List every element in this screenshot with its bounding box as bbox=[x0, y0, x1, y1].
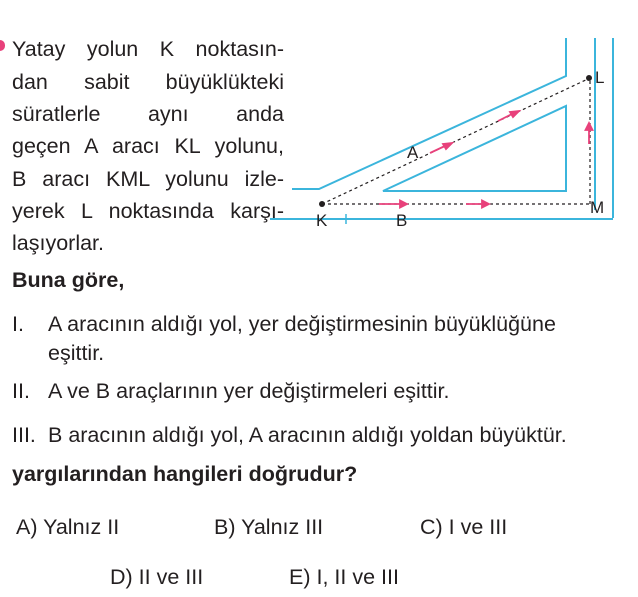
point-l bbox=[586, 75, 592, 81]
arrow-a-path-1 bbox=[430, 143, 452, 153]
statement-3-text: B aracının aldığı yol, A aracının aldığı yoldan büyüktür. bbox=[48, 423, 567, 447]
arrow-a-path-2 bbox=[498, 111, 519, 121]
label-m: M bbox=[590, 198, 605, 217]
label-b: B bbox=[396, 211, 408, 230]
label-a: A bbox=[407, 143, 419, 162]
point-k bbox=[319, 201, 325, 207]
option-d[interactable]: D) II ve III bbox=[110, 565, 204, 589]
intro-line-3: süratlerle aynı anda bbox=[12, 102, 284, 126]
intro-line-4: geçen A aracı KL yolunu, bbox=[12, 134, 284, 158]
question-closing: yargılarından hangileri doğrudur? bbox=[12, 462, 358, 486]
statement-1-number: I. bbox=[12, 312, 24, 336]
label-k: K bbox=[316, 211, 328, 230]
arrow-b-path-3 bbox=[586, 123, 593, 144]
path-kl-dashed bbox=[322, 78, 590, 204]
statement-1-text-cont: eşittir. bbox=[48, 341, 105, 365]
intro-line-2: dan sabit büyüklükteki bbox=[12, 70, 284, 94]
option-a[interactable]: A) Yalnız II bbox=[16, 515, 120, 539]
question-prompt: Buna göre, bbox=[12, 268, 125, 292]
outer-road-edge bbox=[292, 38, 566, 189]
statement-1-text: A aracının aldığı yol, yer değiştirmesinin büyüklüğüne bbox=[48, 312, 556, 336]
intro-line-6: yerek L noktasında karşı- bbox=[12, 199, 284, 223]
intro-line-7: laşıyorlar. bbox=[12, 231, 105, 255]
intro-line-5: B aracı KML yolunu izle- bbox=[12, 167, 284, 191]
statement-2-number: II. bbox=[12, 379, 30, 403]
option-b[interactable]: B) Yalnız III bbox=[214, 515, 324, 539]
label-l: L bbox=[595, 68, 605, 87]
arrow-b-path-1 bbox=[379, 201, 407, 208]
statement-3-number: III. bbox=[12, 423, 36, 447]
arrow-b-path-2 bbox=[466, 201, 489, 208]
intro-line-1: Yatay yolun K noktasın- bbox=[12, 37, 284, 61]
statement-2-text: A ve B araçlarının yer değiştirmeleri eşittir. bbox=[48, 379, 450, 403]
option-c[interactable]: C) I ve III bbox=[420, 515, 508, 539]
option-e[interactable]: E) I, II ve III bbox=[289, 565, 399, 589]
